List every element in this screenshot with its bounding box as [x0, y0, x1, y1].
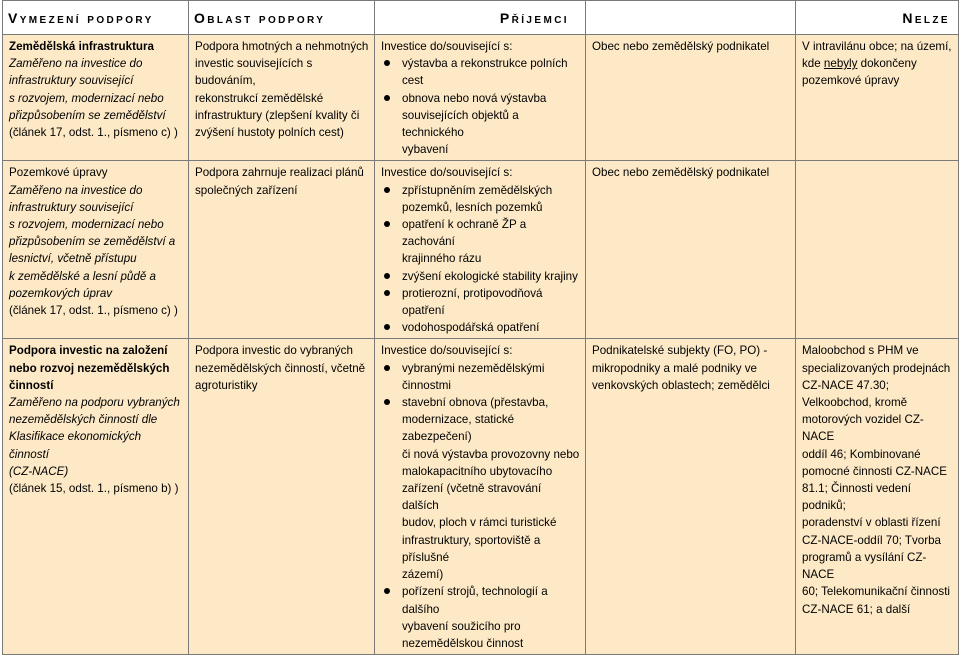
- list-item-line: vybranými nezemědělskými: [402, 361, 545, 375]
- header-oblast: Oblast podpory: [189, 1, 375, 35]
- list-item-line: modernizace, statické zabezpečení): [402, 413, 515, 444]
- vymezeni-cell: [3, 161, 189, 339]
- list-item-line: pozemků, lesních pozemků: [402, 200, 543, 214]
- oblast-line: nezemědělských činností, včetně: [195, 361, 366, 375]
- prijemci-who-cell: [586, 339, 796, 655]
- list-item: [381, 216, 581, 268]
- list-item-line: zpřístupněním zemědělských: [402, 183, 553, 197]
- row-desc-line: k zemědělské a lesní půdě a: [9, 269, 156, 283]
- header-empty: [586, 1, 796, 35]
- vymezeni-cell: [3, 35, 189, 161]
- nelze-line: [802, 55, 954, 72]
- vymezeni-cell: [3, 339, 189, 655]
- oblast-line: rekonstrukcí zemědělské: [195, 91, 324, 105]
- table-row: [3, 35, 959, 161]
- row-desc-line: nezemědělských činností dle: [9, 413, 158, 427]
- nelze-line: Maloobchod s PHM ve: [802, 344, 919, 358]
- prijemci-who: Obec nebo zemědělský podnikatel: [592, 166, 770, 180]
- list-item-line: či nová výstavba provozovny nebo: [402, 447, 580, 461]
- row-desc-line: Zaměřeno na investice do: [9, 57, 143, 71]
- prijemci-who: Obec nebo zemědělský podnikatel: [592, 40, 770, 53]
- oblast-line: agroturistiky: [195, 378, 258, 392]
- oblast-line: investic souvisejících s budováním,: [195, 57, 313, 88]
- nelze-cell: [796, 35, 959, 161]
- list-item-line: zařízení (včetně stravování dalších: [402, 482, 542, 513]
- prijemci-who: Podnikatelské subjekty (FO, PO) -: [592, 344, 768, 358]
- nelze-line: pomocné činnosti CZ-NACE: [802, 464, 947, 478]
- nelze-line: Velkoobchod, kromě: [802, 396, 908, 410]
- nelze-line: V intravilánu obce; na území,: [802, 40, 952, 53]
- list-item-line: obnova nebo nová výstavba: [402, 91, 547, 105]
- list-item: [381, 182, 581, 216]
- oblast-cell: [189, 35, 375, 161]
- list-item: [381, 90, 581, 159]
- list-item: [381, 360, 581, 394]
- oblast-line: infrastruktury (zlepšení kvality či: [195, 108, 360, 122]
- list-item-line: výstavba a rekonstrukce polních cest: [402, 57, 568, 88]
- nelze-line: CZ-NACE 61; a další: [802, 602, 911, 616]
- bullet-icon: [384, 95, 390, 101]
- list-item-line: souvisejících objektů a technického: [402, 108, 519, 140]
- bullet-icon: [384, 60, 390, 66]
- investice-list: [381, 55, 581, 158]
- nelze-line: oddíl 46; Kombinované: [802, 447, 921, 461]
- row-desc-line: pozemkových úprav: [9, 286, 113, 300]
- list-item-line: vybavení soužicího pro: [402, 619, 521, 633]
- row-desc-line: s rozvojem, modernizací nebo: [9, 218, 164, 232]
- row-desc-line: infrastruktury související: [9, 74, 134, 88]
- oblast-line: Podpora hmotných a nehmotných: [195, 40, 369, 53]
- bullet-icon: [384, 187, 390, 193]
- table-row: [3, 339, 959, 655]
- nelze-text: kde: [802, 57, 824, 71]
- nelze-cell: [796, 339, 959, 655]
- row-desc-line: lesnictví, včetně přístupu: [9, 252, 137, 266]
- row-title: Pozemkové úpravy: [9, 166, 108, 180]
- nelze-underlined: nebyly: [823, 57, 858, 71]
- list-item-line: zázemí): [402, 568, 444, 582]
- prijemci-who: venkovských oblastech; zemědělci: [592, 378, 770, 392]
- list-item-line: stavební obnova (přestavba,: [402, 396, 549, 410]
- list-item: [381, 55, 581, 89]
- list-item-line: malokapacitního ubytovacího: [402, 464, 553, 478]
- support-table: [2, 0, 959, 655]
- bullet-icon: [384, 324, 390, 330]
- list-item: [381, 394, 581, 583]
- header-prijemci: Příjemci: [375, 1, 586, 35]
- investice-intro: Investice do/související s:: [381, 40, 513, 53]
- oblast-cell: [189, 339, 375, 655]
- list-item-line: infrastruktury, sportoviště a příslušné: [402, 533, 541, 564]
- prijemci-cell: [375, 339, 586, 655]
- row-article: (článek 15, odst. 1., písmeno b) ): [9, 482, 179, 496]
- bullet-icon: [384, 290, 390, 296]
- list-item: [381, 583, 581, 652]
- nelze-cell: [796, 161, 959, 339]
- prijemci-cell: [375, 35, 586, 161]
- prijemci-who: mikropodniky a malé podniky ve: [592, 361, 757, 375]
- investice-intro: Investice do/související s:: [381, 344, 513, 358]
- row-title: Podpora investic na založení: [9, 344, 168, 358]
- row-title: Zemědělská infrastruktura: [9, 40, 154, 53]
- list-item: [381, 319, 581, 336]
- row-article: (článek 17, odst. 1., písmeno c) ): [9, 126, 178, 140]
- oblast-line: Podpora investic do vybraných: [195, 344, 353, 358]
- row-desc-line: (CZ-NACE): [9, 464, 69, 478]
- list-item-line: vybavení: [402, 143, 449, 157]
- nelze-line: 60; Telekomunikační činnosti: [802, 585, 951, 599]
- prijemci-who-cell: [586, 35, 796, 161]
- oblast-line: společných zařízení: [195, 183, 298, 197]
- list-item-line: protierozní, protipovodňová opatření: [402, 286, 543, 318]
- row-desc-line: Zaměřeno na podporu vybraných: [9, 396, 180, 410]
- row-desc-line: s rozvojem, modernizací nebo: [9, 91, 164, 105]
- row-desc-line: Zaměřeno na investice do: [9, 183, 143, 197]
- nelze-text: dokončeny: [857, 57, 917, 71]
- row-title: nebo rozvoj nezemědělských: [9, 361, 170, 375]
- bullet-icon: [384, 365, 390, 371]
- row-desc-line: infrastruktury související: [9, 200, 134, 214]
- bullet-icon: [384, 588, 390, 594]
- list-item-line: krajinného rázu: [402, 252, 482, 266]
- row-title: činností: [9, 378, 54, 392]
- bullet-icon: [384, 221, 390, 227]
- table-row: [3, 161, 959, 339]
- investice-list: [381, 182, 581, 337]
- list-item-line: činnostmi: [402, 378, 451, 392]
- list-item: [381, 285, 581, 319]
- oblast-line: Podpora zahrnuje realizaci plánů: [195, 166, 364, 180]
- prijemci-who-cell: [586, 161, 796, 339]
- row-article: (článek 17, odst. 1., písmeno c) ): [9, 304, 178, 318]
- nelze-line: 81.1; Činnosti vedení podniků;: [802, 482, 911, 513]
- nelze-line: poradenství v oblasti řízení: [802, 516, 941, 530]
- header-row: [3, 1, 959, 35]
- investice-list: [381, 360, 581, 652]
- list-item-line: opatření k ochraně ŽP a zachování: [402, 218, 527, 249]
- oblast-cell: [189, 161, 375, 339]
- nelze-line: programů a vysílání CZ-NACE: [802, 550, 927, 582]
- row-desc-line: přizpůsobením se zemědělství: [9, 108, 166, 122]
- list-item-line: pořízení strojů, technologií a dalšího: [402, 585, 548, 616]
- list-item-line: nezemědělskou činnost: [402, 636, 524, 650]
- row-desc-line: přizpůsobením se zemědělství a: [9, 235, 176, 249]
- list-item-line: zvýšení ekologické stability krajiny: [402, 269, 578, 283]
- nelze-line: pozemkové úpravy: [802, 74, 900, 88]
- bullet-icon: [384, 273, 390, 279]
- list-item: [381, 268, 581, 285]
- list-item-line: budov, ploch v rámci turistické: [402, 516, 557, 530]
- oblast-line: zvýšení hustoty polních cest): [195, 126, 344, 140]
- nelze-line: motorových vozidel CZ-NACE: [802, 413, 924, 444]
- list-item-line: vodohospodářská opatření: [402, 321, 540, 335]
- header-vymezeni: Vymezení podpory: [3, 1, 189, 35]
- nelze-line: CZ-NACE 47.30;: [802, 378, 889, 392]
- nelze-line: specializovaných prodejnách: [802, 361, 951, 375]
- nelze-line: CZ-NACE-oddíl 70; Tvorba: [802, 533, 941, 547]
- row-desc-line: Klasifikace ekonomických činností: [9, 430, 142, 461]
- investice-intro: Investice do/související s:: [381, 166, 513, 180]
- bullet-icon: [384, 399, 390, 405]
- prijemci-cell: [375, 161, 586, 339]
- header-nelze: Nelze: [796, 1, 959, 35]
